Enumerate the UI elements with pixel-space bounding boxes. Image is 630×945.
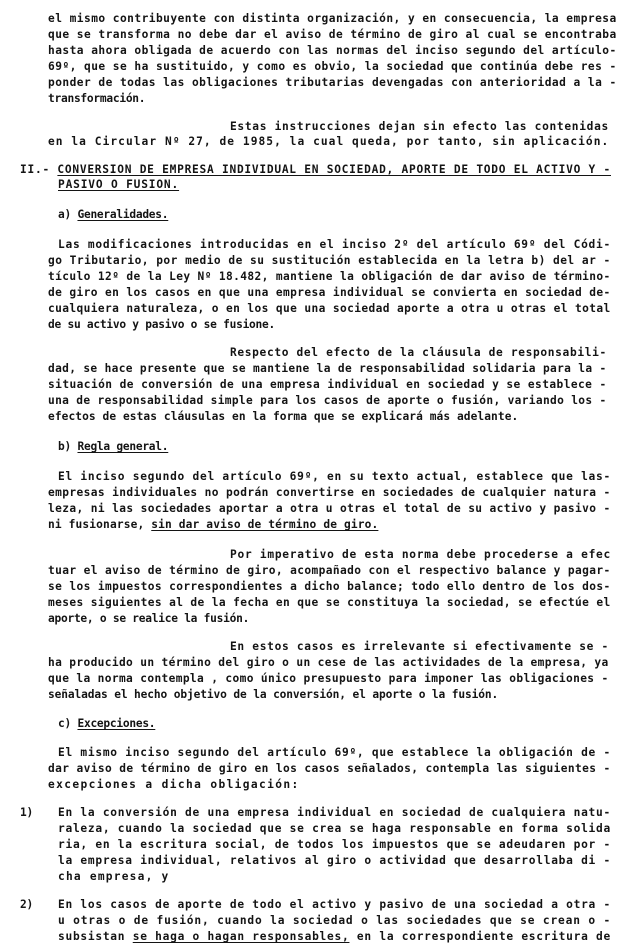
text-segment: señaladas el hecho objetivo de la conversión, el aporte o la fusión. [48,688,499,701]
text-line [48,28,617,42]
text-line [58,854,611,868]
text-segment: dad, se hace presente que se mantiene la de responsabilidad solidaria para la - [48,362,607,375]
text-line [58,470,611,484]
text-segment: transformación. [48,92,146,105]
text-segment: Por imperativo de esta norma debe procederse a efec [230,548,611,561]
text-line [48,270,611,284]
text-segment: ria, en la escritura social, de todos los impuestos que se adeudaren por - [58,838,611,851]
text-line [58,930,611,944]
text-segment: Las modificaciones introducidas en el inciso 2º del artículo 69º del Códi- [58,238,611,251]
text-segment: la empresa individual, relativos al giro o actividad que desarrollaba di - [58,854,611,867]
text-line [230,548,611,562]
text-line [48,254,611,268]
text-segment: se los impuestos correspondientes a dicho balance; todo ello dentro de los dos- [48,580,611,593]
text-line [48,302,611,316]
text-line [48,596,611,610]
text-segment: Respecto del efecto de la cláusula de responsabili- [230,346,607,359]
text-line [58,208,168,222]
text-segment: leza, ni las sociedades aportar a otra u otras el total de su activo y pasivo - [48,502,611,515]
text-segment: 69º, que se ha sustituido, y como es obvio, la sociedad que continúa debe res - [48,60,617,73]
text-line [48,672,609,686]
text-line [48,688,498,702]
text-segment: una de responsabilidad simple para los casos de aporte o fusión, variando los - [48,394,607,407]
text-segment: meses siguientes al de la fecha en que se constituya la sociedad, se efectúe el [48,596,611,609]
text-line [48,378,607,392]
text-line [48,362,607,376]
text-segment: de su activo y pasivo o se fusione. [48,318,275,331]
text-line [48,76,617,90]
text-line [48,656,609,670]
text-segment: El inciso segundo del artículo 69º, en su texto actual, establece que las- [58,470,611,483]
text-line [58,914,611,928]
text-segment: c) [58,717,78,730]
text-segment: en la Circular Nº 27, de 1985, la cual queda, por tanto, sin aplicación. [48,135,610,148]
text-segment: En la conversión de una empresa individual en sociedad de cualquiera natu- [58,806,611,819]
text-segment: hasta ahora obligada de acuerdo con las normas del inciso segundo del artículo- [48,44,617,57]
text-line [48,394,607,408]
text-segment: cha empresa, y [58,870,170,883]
text-line [230,120,609,134]
text-segment: el mismo contribuyente con distinta organización, y en consecuencia, la empresa [48,12,617,25]
underlined-text: Generalidades. [77,208,169,221]
underlined-text: Regla general. [77,440,169,453]
text-segment: a) [58,208,78,221]
underlined-text: se haga o hagan responsables, [132,930,350,943]
text-line [48,778,300,792]
text-segment: u otras o de fusión, cuando la sociedad o las sociedades que se crean o - [58,914,612,927]
text-line [48,518,378,532]
text-line [48,135,609,149]
text-line [58,238,611,252]
text-line [48,612,249,626]
text-line [48,486,611,500]
text-segment: de giro en los casos en que una empresa individual se convierta en sociedad de- [48,286,611,299]
text-segment: ponder de todas las obligaciones tributarias devengadas con anterioridad a la - [48,76,617,89]
text-line [20,806,33,820]
text-segment: dar aviso de término de giro en los casos señalados, contempla las siguientes - [48,762,611,775]
text-segment: 1) [20,806,33,819]
text-line [58,838,611,852]
text-segment: b) [58,440,78,453]
text-segment: ni fusionarse, [48,518,152,531]
underlined-text: PASIVO O FUSION. [58,178,180,191]
text-line [230,640,609,654]
text-line [58,746,611,760]
text-segment: situación de conversión de una empresa individual en sociedad y se establece - [48,378,607,391]
text-line [58,178,179,192]
text-segment: aporte, o se realice la fusión. [48,612,250,625]
text-segment: En los casos de aporte de todo el activo y pasivo de una sociedad a otra - [58,898,611,911]
text-segment: excepciones a dicha obligación: [48,778,300,791]
text-segment: empresas individuales no podrán convertirse en sociedades de cualquier natura - [48,486,611,499]
text-line [48,92,145,106]
text-segment: II.- [20,163,58,176]
text-segment: go Tributario, por medio de su sustitución establecida en la letra b) del ar - [48,254,611,267]
underlined-text: sin dar aviso de término de giro. [151,518,379,531]
underlined-text: Excepciones. [77,717,156,730]
text-line [48,318,275,332]
underlined-text: CONVERSION DE EMPRESA INDIVIDUAL EN SOCIEDAD, APORTE DE TODO EL ACTIVO Y - [57,163,611,176]
text-line [230,346,607,360]
text-segment: tuar el aviso de término de giro, acompañado con el respectivo balance y pagar- [48,564,611,577]
text-line [58,717,155,731]
text-line [48,60,617,74]
text-line [20,163,611,177]
text-segment: ha producido un término del giro o un cese de las actividades de la empresa, ya [48,656,609,669]
text-segment: raleza, cuando la sociedad que se crea se haga responsable en forma solida [58,822,611,835]
text-segment: efectos de estas cláusulas en la forma que se explicará más adelante. [48,410,519,423]
text-segment: subsistan [58,930,133,943]
text-line [48,564,611,578]
text-line [20,898,33,912]
text-segment: cualquiera naturaleza, o en los que una sociedad aporte a otra u otras el total [48,302,611,315]
text-line [48,12,617,26]
text-segment: En estos casos es irrelevante si efectivamente se - [230,640,609,653]
text-segment: tículo 12º de la Ley Nº 18.482, mantiene la obligación de dar aviso de término- [48,270,611,283]
text-segment: que se transforma no debe dar el aviso de término de giro al cual se encontraba [48,28,617,41]
text-segment: que la norma contempla , como único presupuesto para imponer las obligaciones - [48,672,609,685]
text-line [48,580,611,594]
text-line [58,822,611,836]
text-line [58,898,611,912]
text-line [48,410,518,424]
text-line [48,502,611,516]
text-line [58,806,611,820]
text-segment: El mismo inciso segundo del artículo 69º, que establece la obligación de - [58,746,611,759]
text-line [48,762,611,776]
text-line [58,870,169,884]
text-line [48,44,617,58]
text-line [58,440,168,454]
text-line [48,286,611,300]
text-segment: Estas instrucciones dejan sin efecto las contenidas [230,120,609,133]
text-segment: en la correspondiente escritura de [349,930,611,943]
text-segment: 2) [20,898,33,911]
